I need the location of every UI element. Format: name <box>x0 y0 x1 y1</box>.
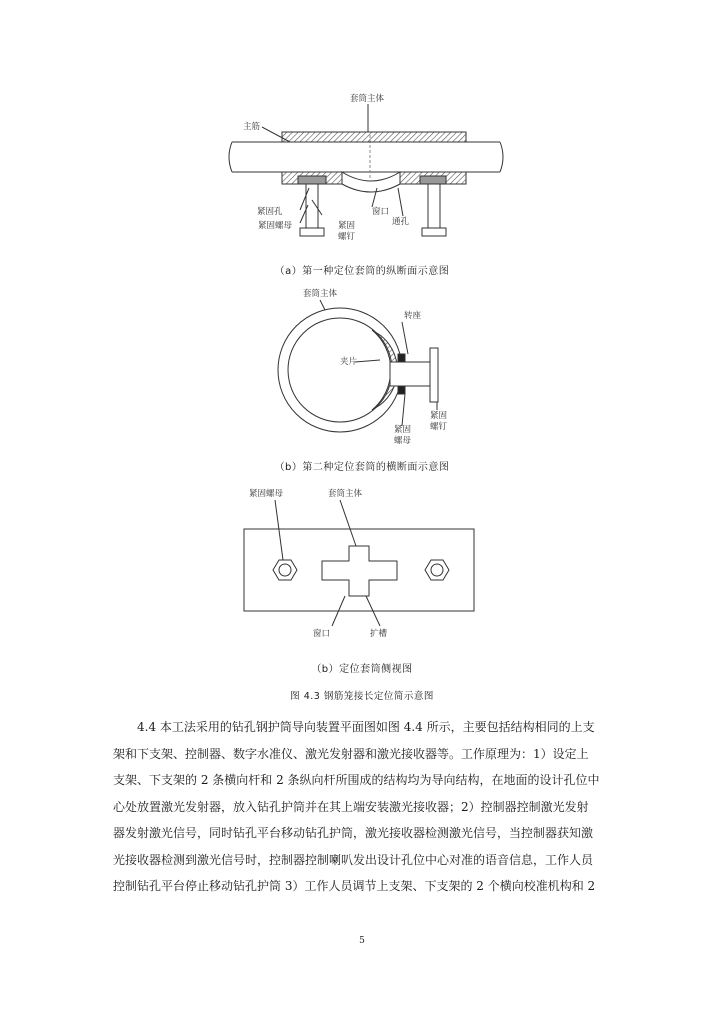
fig-a-nut-label: 紧固螺母 <box>258 221 293 231</box>
figure-caption: 图 4.3 钢筋笼接长定位简示意图 <box>290 691 434 702</box>
figure-b2-caption: （b）定位套筒侧视图 <box>311 664 413 675</box>
body-paragraph <box>113 714 613 900</box>
fig-a-body-label: 套筒主体 <box>350 94 385 104</box>
paragraph-line: 控制钻孔平台停止移动钻孔护筒 3）工作人员调节上支架、下支架的 2 个横向校准机构和 2 <box>113 879 596 893</box>
fig-b1-body-label: 套筒主体 <box>303 289 338 299</box>
paragraph-line: 光接收器检测到激光信号时，控制器控制喇叭发出设计孔位中心对准的语音信息，工作人员 <box>113 852 594 867</box>
paragraph-line: 4.4 本工法采用的钻孔钢护筒导向装置平面图如图 4.4 所示，主要包括结构相同的上支 <box>137 720 595 734</box>
fig-b1-nut-label-2: 螺母 <box>394 436 412 446</box>
fig-b2-window-label: 窗口 <box>313 629 331 639</box>
figure-b2-drawing <box>244 500 474 626</box>
page-number: 5 <box>359 936 365 946</box>
fig-b2-nut-label: 紧固螺母 <box>249 489 284 499</box>
fig-b1-screw-label-2: 螺钉 <box>430 422 448 432</box>
paragraph-line: 器发射激光信号，同时钻孔平台移动钻孔护筒，激光接收器检测激光信号，当控制器获知激 <box>113 826 594 840</box>
fig-a-rebar-label: 主筋 <box>243 122 261 132</box>
fig-b1-nut-label-1: 紧固 <box>394 425 412 435</box>
fig-b1-screw-label-1: 紧固 <box>430 411 448 421</box>
fig-b2-slot-label: 扩槽 <box>370 629 388 639</box>
paragraph-line: 心处放置激光发射器，放入钻孔护筒并在其上端安装激光接收器；2）控制器控制激光发射 <box>113 799 589 814</box>
figure-a-caption: （a）第一种定位套筒的纵断面示意图 <box>274 266 450 277</box>
fig-b1-clip-label: 夹片 <box>340 357 358 367</box>
paragraph-line: 支架、下支架的 2 条横向杆和 2 条纵向杆所围成的结构均为导向结构，在地面的设计孔位中 <box>113 773 600 787</box>
fig-b2-body-label: 套筒主体 <box>328 489 363 499</box>
fig-a-screw-label-1: 紧固 <box>338 221 356 231</box>
fig-a-window-label: 窗口 <box>372 207 390 217</box>
fig-a-screw-label-2: 螺钉 <box>338 232 356 242</box>
fig-a-through-hole-label: 通孔 <box>392 217 410 227</box>
paragraph-line: 架和下支架、控制器、数字水准仪、激光发射器和激光接收器等。工作原理为：1）设定上 <box>113 746 589 761</box>
figure-b1-caption: （b）第二种定位套筒的横断面示意图 <box>274 462 450 473</box>
fig-a-hole-label: 紧固孔 <box>257 207 283 217</box>
fig-b1-seat-label: 转座 <box>404 311 422 321</box>
